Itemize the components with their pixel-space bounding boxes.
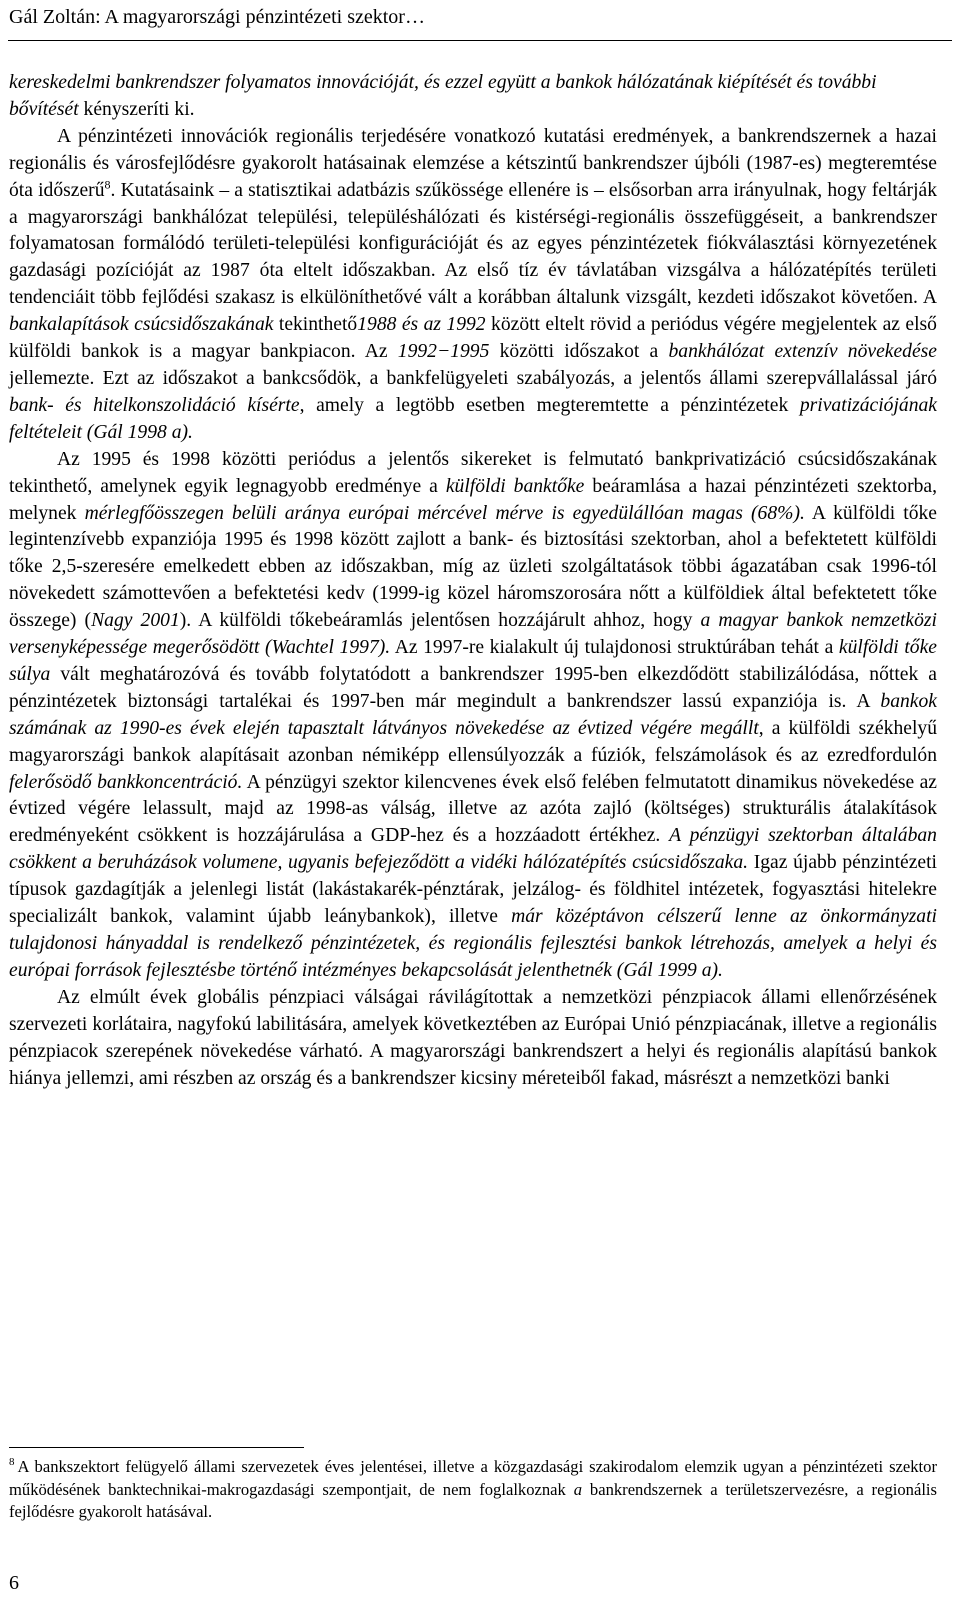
paragraph-2 (9, 124, 937, 447)
italic-span: már középtávon célszerű lenne az önkormányzati tulajdonosi hányaddal is rendelkező pénzintézetek, és regionális fejlesztési bankok létrehozás, amelyek a helyi és európai források fejlesztésbe történő intézményes bekapcsolását jelenthetnék (Gál 1999 a). (9, 906, 937, 981)
italic-span: bankok számának az 1990-es évek elején tapasztalt látványos növekedése az évtized végére megállt (9, 690, 937, 739)
paragraph-3 (9, 447, 937, 985)
paragraph-4 (9, 985, 937, 1093)
italic-span: külföldi banktőke (445, 475, 585, 497)
text-span: közötti időszakot a (489, 341, 669, 363)
text-span: bankrendszernek a területszervezésre, a regionális fejlődésre gyakorolt hatásával. (9, 1479, 937, 1521)
italic-span: Nagy 2001 (91, 610, 180, 632)
italic-span: mérlegfőösszegen belüli aránya európai mércével mérve is egyedülállóan magas (68%). (84, 502, 805, 524)
paragraph-1 (9, 70, 937, 124)
italic-span: külföldi tőke súlya (9, 637, 937, 685)
italic-span: privatizációjának feltételeit (Gál 1998 a). (9, 394, 937, 443)
text-span: beáramlása a hazai pénzintézeti szektorba, melynek (9, 475, 937, 524)
text-span: A külföldi tőke legintenzívebb expanziója 1995 és 1998 között zajlott a bank- és biztosítási szektorban, ahol a befektetett külföldi tőke 2,5-szeresére emelkedett ebben az időszakban, míg az üzleti szolgáltatások többi ágazatában csak 1996-tól növekedett számottevően a befektetési kedv (1999-ig közel háromszorosára nőtt a külföldiek által befektetett tőke összege) ( (9, 502, 937, 632)
text-span: A bankszektort felügyelő állami szervezetek éves jelentései, illetve a közgazdasági szakirodalom elemzik ugyan a pénzintézeti szektor működésének banktechnikai-makrogazdasági szempontjait, de nem foglalkoznak (9, 1457, 937, 1499)
text-span: tekinthető (273, 314, 358, 336)
footnote (9, 1456, 937, 1524)
italic-span: 1988 és az 1992 (357, 314, 486, 336)
body-text (9, 70, 937, 1092)
page-number: 6 (9, 1572, 19, 1594)
text-span: A pénzintézeti innovációk regionális terjedésére vonatkozó kutatási eredmények, a bankrendszernek a hazai regionális és városfejlődésre gyakorolt hatásainak elemzése a kétszintű bankrendszer újbóli (1987-es) megteremtése óta időszerű (9, 125, 937, 201)
text-span: , a külföldi székhelyű magyarországi bankok alapításait azonban némiképp ellensúlyozzák a fúziók, felszámolások és az ezredfordulón (9, 717, 937, 766)
footnote-reference[interactable]: 8 (104, 177, 111, 192)
italic-span: bankalapítások csúcsidőszakának (9, 314, 274, 336)
text-span: jellemezte. Ezt az időszakot a bankcsődök, a bankfelügyeleti szabályozás, a jelentős állami szerepvállalással járó (9, 367, 937, 389)
header-divider (8, 40, 952, 41)
italic-span: 1992−1995 (397, 341, 490, 363)
italic-span: bank- és hitelkonszolidáció kísérte (9, 394, 300, 416)
footnote-divider (9, 1447, 304, 1448)
text-span: A pénzügyi szektor kilencvenes évek első felében felmutatott dinamikus növekedése az évtized végére lelassult, majd az 1998-as válság, illetve az azóta zajló (költséges) strukturális átalakítások eredményeként csökkent is hozzájárulása a GDP-hez és a hozzáadott értékhez. (9, 771, 938, 847)
text-span: Az elmúlt évek globális pénzpiaci válságai rávilágítottak a nemzetközi pénzpiacok állami ellenőrzésének szervezeti korlátaira, nagyfokú labilitására, amelyek következtében az Európai Unió pénzpiacának, illetve a regionális pénzpiacok szerepének növekedése várható. A magyarországi bankrendszert a helyi és regionális alapítású bankok hiánya jellemzi, ami részben az ország és a bankrendszer kicsiny méreteiből fakad, másrészt a nemzetközi banki (9, 986, 937, 1089)
text-span: kényszeríti ki. (78, 98, 195, 120)
text-span: Az 1995 és 1998 közötti periódus a jelentős sikereket is felmutató bankprivatizáció csúcsidőszakának tekinthető, amelynek egyik legnagyobb eredménye a (9, 448, 937, 497)
text-span: ). A külföldi tőkebeáramlás jelentősen hozzájárult ahhoz, hogy (179, 610, 701, 632)
text-span: Igaz újabb pénzintézeti típusok gazdagítják a jelenlegi listát (lakástakarék-pénztárak, jelzálog- és földhitel intézetek, fogyasztási hitelekre specializált bankok, valamint újabb leánybankok), illetve (9, 852, 937, 928)
italic-span: kereskedelmi bankrendszer folyamatos innovációját, és ezzel együtt a bankok hálózatának kiépítését és további bővítését (9, 72, 877, 120)
running-header: Gál Zoltán: A magyarországi pénzintézeti szektor… (9, 6, 425, 28)
italic-span: a (573, 1479, 583, 1499)
text-span: vált meghatározóvá és tovább folytatódott a bankrendszer 1995-ben elkezdődött stabilizálódása, nőttek a pénzintézetek biztonsági tartalékai és 1997-ben már megindult a bankrendszer lassú expanziója is. A (9, 663, 937, 712)
footnote-number: 8 (9, 1456, 15, 1469)
text-span: . Kutatásaink – a statisztikai adatbázis szűkössége ellenére is – elsősorban arra irányulnak, hogy feltárják a magyarországi bankhálózat települési, településhálózati és kistérségi-regionális összefüggéseit, a bankrendszer folyamatosan formálódó területi-települési konfigurációját és az egyes pénzintézetek fiókválasztási környezetének gazdasági pozícióját az 1987 óta eltelt időszakban. Az első tíz év távlatában vizsgálva a hálózatépítés területi tendenciáit több fejlődési szakasz is elkülöníthetővé vált a korábban általunk vizsgált, kezdeti időszakot követően. A (9, 179, 938, 309)
italic-span: felerősödő bankkoncentráció. (9, 771, 243, 793)
footnote-paragraph (9, 1456, 937, 1524)
italic-span: bankhálózat extenzív növekedése (668, 341, 937, 363)
text-span: között eltelt rövid a periódus végére megjelentek az első külföldi bankok is a magyar bankpiacon. Az (9, 314, 937, 363)
text-span: , amely a legtöbb esetben megteremtette a pénzintézetek (299, 394, 800, 416)
italic-span: A pénzügyi szektorban általában csökkent a beruházások volumene, ugyanis befejeződött a vidéki hálózatépítés csúcsidőszaka. (9, 825, 937, 874)
text-span: Az 1997-re kialakult új tulajdonosi struktúrában tehát a (390, 637, 839, 659)
italic-span: a magyar bankok nemzetközi versenyképessége megerősödött (Wachtel 1997). (9, 610, 937, 659)
